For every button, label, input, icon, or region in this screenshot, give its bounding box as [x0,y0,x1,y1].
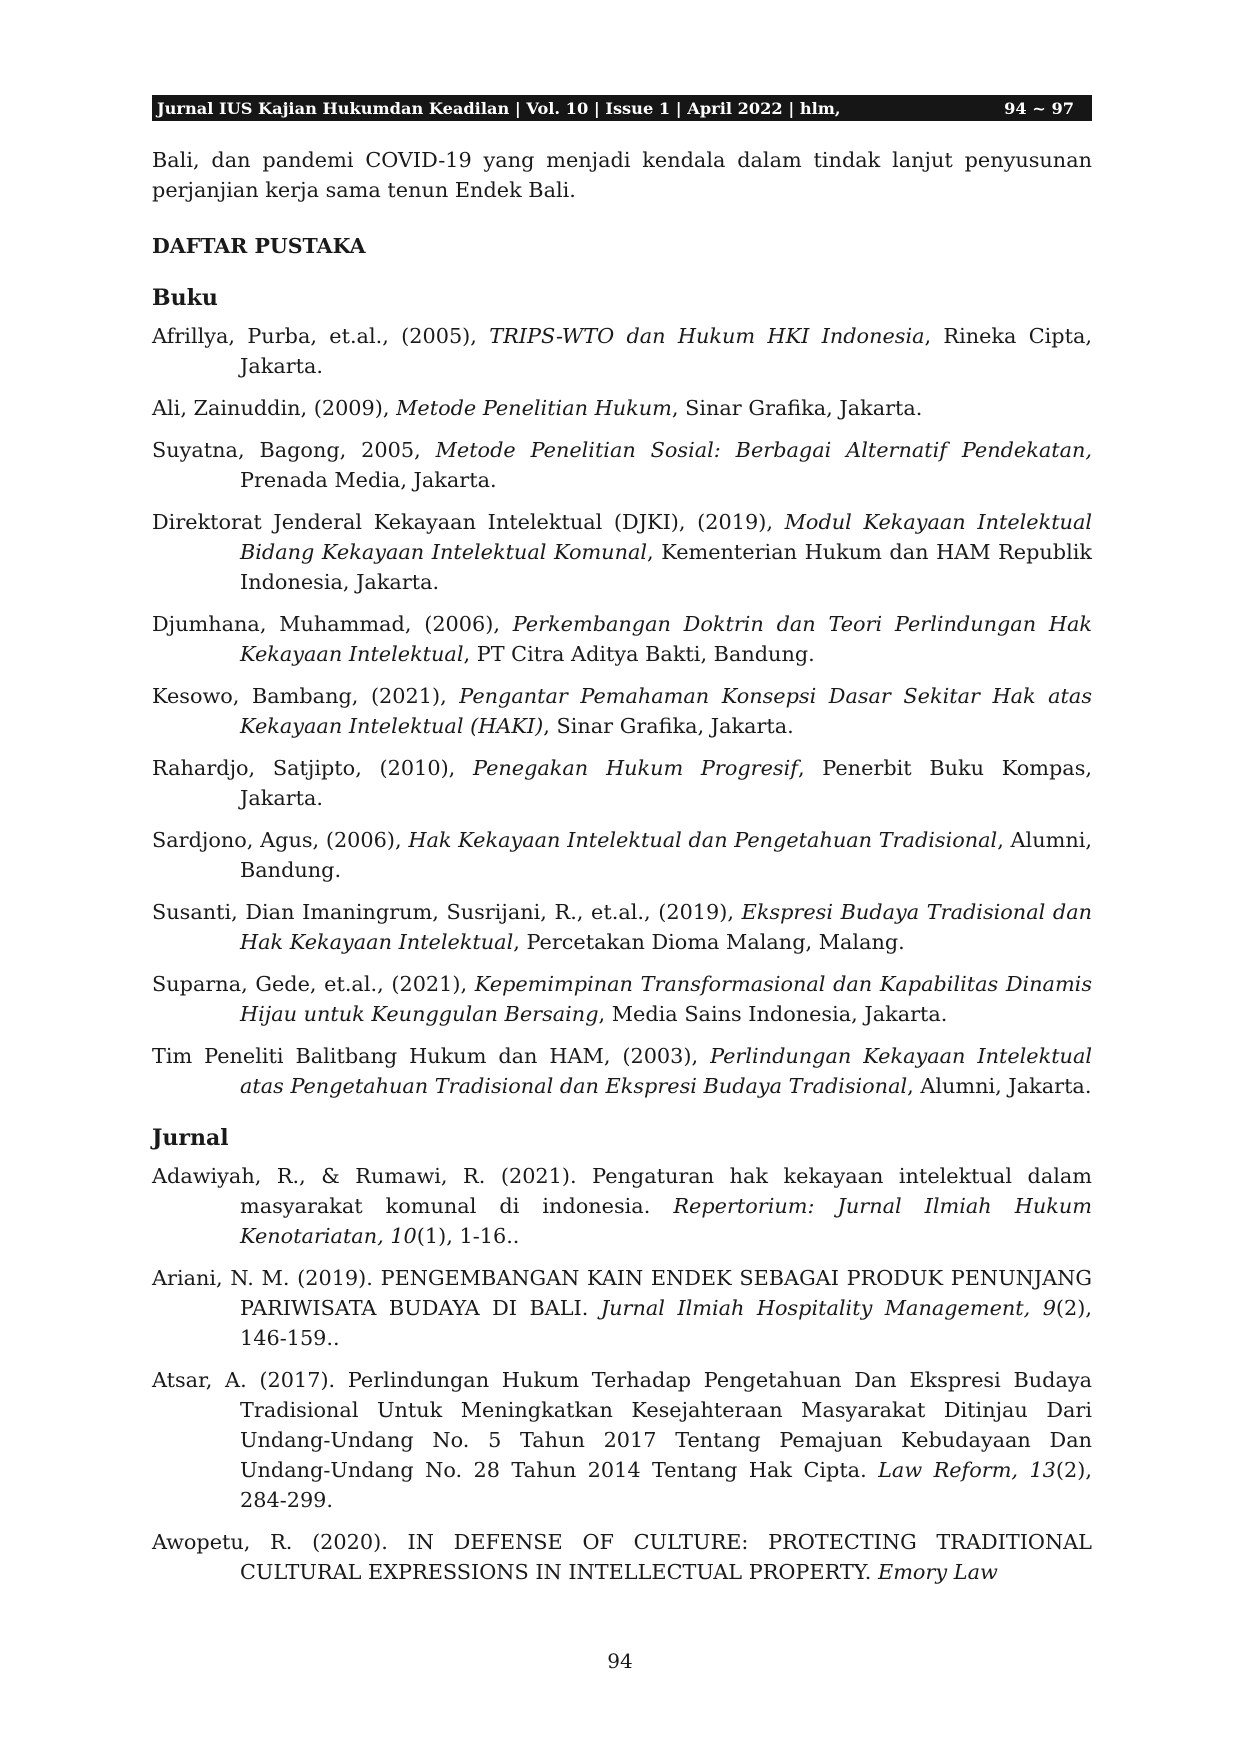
reference-publisher: , Sinar Grafika, Jakarta. [543,714,794,738]
reference-authors: Ariani, N. M. (2019). PENGEMBANGAN KAIN ENDEK SEBAGAI PRODUK PENUNJANG PARIWISATA BUDAYA DI BALI. [152,1266,1092,1320]
journals-reference-list [152,1161,1092,1587]
reference-item [152,969,1092,1029]
reference-pages: (2), 284-299. [240,1458,1092,1512]
page-range: 94 ~ 97 [1004,98,1074,118]
reference-authors: Suyatna, Bagong, 2005, [152,438,436,462]
journal-info: Jurnal IUS Kajian Hukumdan Keadilan | Vol. 10 | Issue 1 | April 2022 | hlm, [157,98,841,118]
reference-publisher: , PT Citra Aditya Bakti, Bandung. [463,642,815,666]
reference-item [152,393,1092,423]
reference-title: TRIPS-WTO dan Hukum HKI Indonesia [489,324,925,348]
reference-authors: Adawiyah, R., & Rumawi, R. (2021). Pengaturan hak kekayaan intelektual dalam masyarakat komunal di indonesia. [152,1164,1092,1218]
reference-journal: Law Reform, 13 [878,1458,1056,1482]
reference-authors: Suparna, Gede, et.al., (2021), [152,972,475,996]
reference-authors: Awopetu, R. (2020). IN DEFENSE OF CULTURE: PROTECTING TRADITIONAL CULTURAL EXPRESSIONS IN INTELLECTUAL PROPERTY. [152,1530,1092,1584]
reference-title: Metode Penelitian Sosial: Berbagai Alternatif Pendekatan, [435,438,1092,462]
reference-item [152,825,1092,885]
reference-authors: Rahardjo, Satjipto, (2010), [152,756,474,780]
reference-item [152,435,1092,495]
reference-title: Perlindungan Kekayaan Intelektual atas Pengetahuan Tradisional dan Ekspresi Budaya Tradisional [240,1044,1092,1098]
reference-item [152,321,1092,381]
reference-title: Modul Kekayaan Intelektual Bidang Kekayaan Intelektual Komunal [240,510,1092,564]
bibliography-heading: DAFTAR PUSTAKA [152,234,366,258]
reference-publisher: , Kementerian Hukum dan HAM Republik Indonesia, Jakarta. [240,540,1093,594]
reference-title: Ekspresi Budaya Tradisional dan Hak Kekayaan Intelektual [240,900,1092,954]
books-heading: Buku [152,285,218,311]
reference-publisher: , Penerbit Buku Kompas, Jakarta. [240,756,1092,810]
reference-journal: Repertorium: Jurnal Ilmiah Hukum Kenotariatan, 10 [240,1194,1092,1248]
intro-paragraph: Bali, dan pandemi COVID-19 yang menjadi kendala dalam tindak lanjut penyusunan perjanjian kerja sama tenun Endek Bali. [152,148,1092,202]
reference-item [152,1527,1092,1587]
reference-publisher: , Alumni, Bandung. [240,828,1092,882]
reference-item [152,1365,1092,1515]
running-header [152,95,1092,121]
reference-publisher: Prenada Media, Jakarta. [240,468,497,492]
reference-item [152,507,1092,597]
reference-journal: Jurnal Ilmiah Hospitality Management, 9 [600,1296,1056,1320]
reference-publisher: , Media Sains Indonesia, Jakarta. [598,1002,948,1026]
reference-authors: Tim Peneliti Balitbang Hukum dan HAM, (2003), [152,1044,711,1068]
reference-item [152,1161,1092,1251]
books-reference-list [152,321,1092,1101]
reference-publisher: , Percetakan Dioma Malang, Malang. [513,930,905,954]
reference-item [152,753,1092,813]
reference-authors: Djumhana, Muhammad, (2006), [152,612,513,636]
reference-authors: Atsar, A. (2017). Perlindungan Hukum Terhadap Pengetahuan Dan Ekspresi Budaya Tradisional Untuk Meningkatkan Kesejahteraan Masyarakat Ditinjau Dari Undang-Undang No. 5 Tahun 2017 Tentang Pemajuan Kebudayaan Dan Undang-Undang No. 28 Tahun 2014 Tentang Hak Cipta. [152,1368,1092,1482]
reference-authors: Susanti, Dian Imaningrum, Susrijani, R., et.al., (2019), [152,900,742,924]
reference-item [152,1041,1092,1101]
reference-title: Penegakan Hukum Progresif [473,756,798,780]
reference-authors: Kesowo, Bambang, (2021), [152,684,460,708]
reference-journal: Emory Law [878,1560,998,1584]
reference-pages: (2), 146-159.. [240,1296,1092,1350]
reference-item [152,1263,1092,1353]
reference-authors: Ali, Zainuddin, (2009), [152,396,397,420]
reference-pages: (1), 1-16.. [416,1224,520,1248]
reference-publisher: , Alumni, Jakarta. [907,1074,1092,1098]
reference-title: Metode Penelitian Hukum [396,396,672,420]
reference-publisher: , Rineka Cipta, Jakarta. [240,324,1092,378]
reference-item [152,681,1092,741]
reference-authors: Afrillya, Purba, et.al., (2005), [152,324,490,348]
journals-heading: Jurnal [152,1125,229,1151]
reference-title: Pengantar Pemahaman Konsepsi Dasar Sekitar Hak atas Kekayaan Intelektual (HAKI) [240,684,1092,738]
reference-title: Perkembangan Doktrin dan Teori Perlindungan Hak Kekayaan Intelektual [240,612,1092,666]
reference-item [152,609,1092,669]
page-number: 94 [607,1649,633,1673]
reference-title: Hak Kekayaan Intelektual dan Pengetahuan Tradisional [408,828,998,852]
reference-authors: Sardjono, Agus, (2006), [152,828,409,852]
reference-publisher: , Sinar Grafika, Jakarta. [671,396,923,420]
reference-authors: Direktorat Jenderal Kekayaan Intelektual (DJKI), (2019), [152,510,785,534]
reference-item [152,897,1092,957]
page-content [152,145,1092,1599]
reference-title: Kepemimpinan Transformasional dan Kapabilitas Dinamis Hijau untuk Keunggulan Bersaing [240,972,1092,1026]
